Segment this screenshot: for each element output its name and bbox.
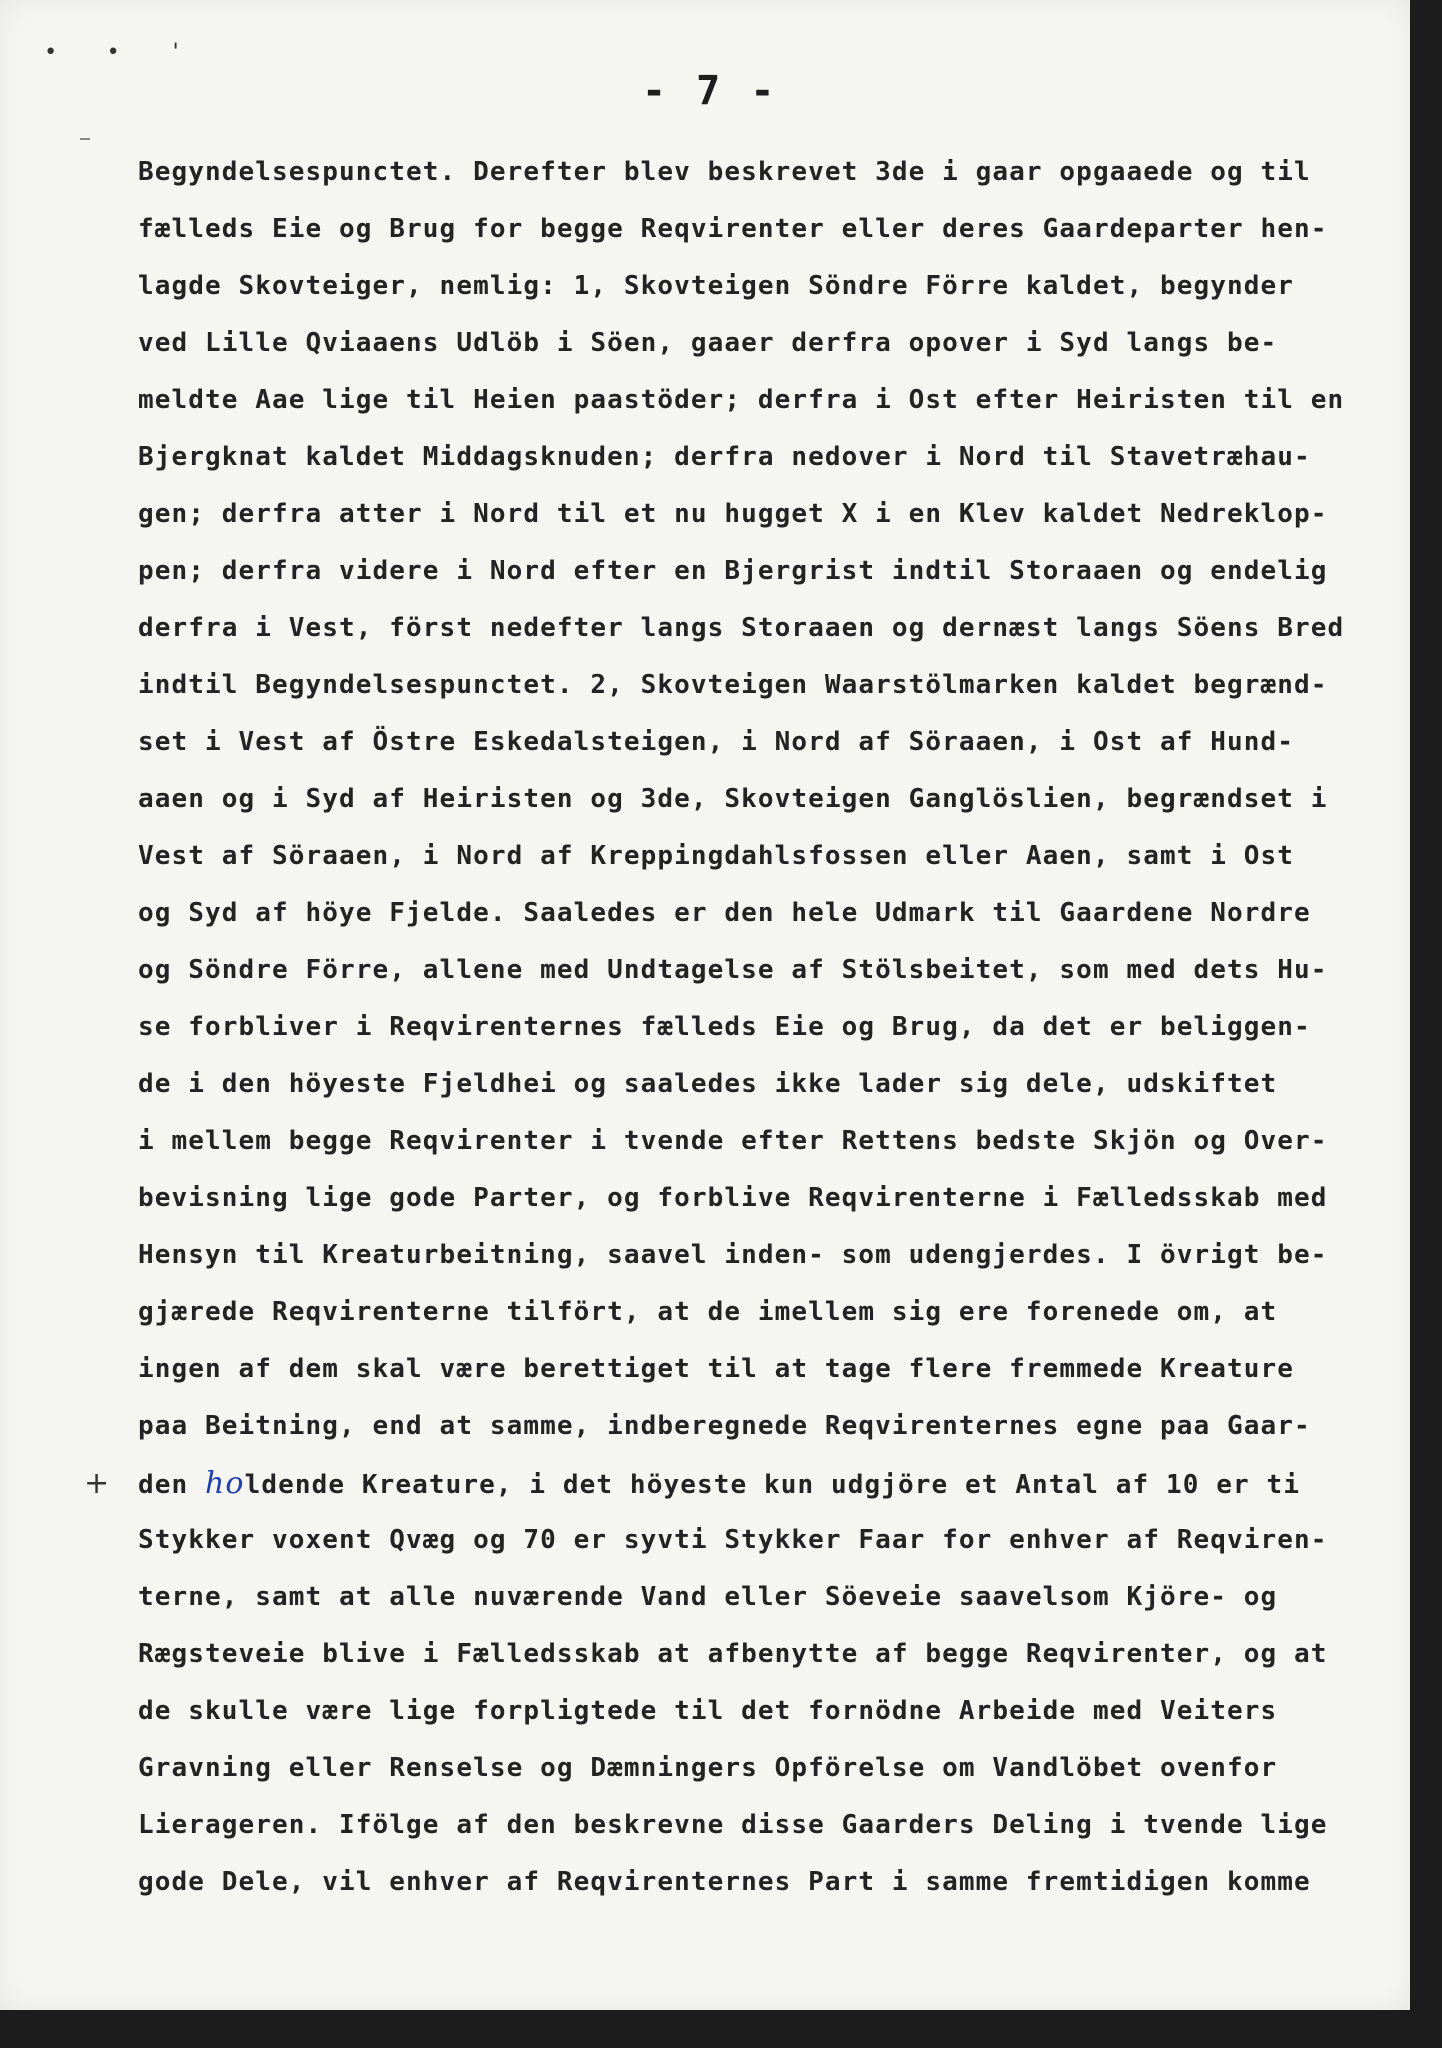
- text-line: gjærede Reqvirenterne tilfört, at de imellem sig ere forenede om, at: [138, 1297, 1278, 1327]
- text-line: terne, samt at alle nuværende Vand eller Söeveie saavelsom Kjöre- og: [138, 1582, 1278, 1612]
- text-line: se forbliver i Reqvirenternes fælleds Eie og Brug, da det er beliggen-: [138, 1012, 1311, 1042]
- text-line: indtil Begyndelsespunctet. 2, Skovteigen Waarstölmarken kaldet begrænd-: [138, 670, 1328, 700]
- text-line: derfra i Vest, först nedefter langs Storaaen og dernæst langs Söens Bred: [138, 613, 1345, 643]
- text-line: ingen af dem skal være berettiget til at tage flere fremmede Kreature: [138, 1354, 1294, 1384]
- text-line: i mellem begge Reqvirenter i tvende efter Rettens bedste Skjön og Over-: [138, 1126, 1328, 1156]
- page-number: - 7 -: [642, 68, 778, 114]
- text-segment: den: [138, 1470, 206, 1500]
- text-line: de i den höyeste Fjeldhei og saaledes ikke lader sig dele, udskiftet: [138, 1069, 1278, 1099]
- text-line: ved Lille Qviaaens Udlöb i Söen, gaaer derfra opover i Syd langs be-: [138, 328, 1278, 358]
- text-line: Stykker voxent Qvæg og 70 er syvti Stykker Faar for enhver af Reqviren-: [138, 1525, 1328, 1555]
- text-line: aaen og i Syd af Heiristen og 3de, Skovteigen Ganglöslien, begrændset i: [138, 784, 1328, 814]
- text-line: og Söndre Förre, allene med Undtagelse af Stölsbeitet, som med dets Hu-: [138, 955, 1328, 985]
- handwritten-correction: ho: [205, 1466, 245, 1501]
- text-line: gen; derfra atter i Nord til et nu hugget X i en Klev kaldet Nedreklop-: [138, 499, 1328, 529]
- text-line: gode Dele, vil enhver af Reqvirenternes Part i samme fremtidigen komme: [138, 1867, 1311, 1897]
- text-line: Vest af Söraaen, i Nord af Kreppingdahlsfossen eller Aaen, samt i Ost: [138, 841, 1294, 871]
- text-line: og Syd af höye Fjelde. Saaledes er den hele Udmark til Gaardene Nordre: [138, 898, 1311, 928]
- text-line: pen; derfra videre i Nord efter en Bjergrist indtil Storaaen og endelig: [138, 556, 1328, 586]
- text-line: meldte Aae lige til Heien paastöder; derfra i Ost efter Heiristen til en: [138, 385, 1345, 415]
- text-line: Lierageren. Ifölge af den beskrevne disse Gaarders Deling i tvende lige: [138, 1810, 1328, 1840]
- text-line: Bjergknat kaldet Middagsknuden; derfra nedover i Nord til Stavetræhau-: [138, 442, 1311, 472]
- text-line: paa Beitning, end at samme, indberegnede Reqvirenternes egne paa Gaar-: [138, 1411, 1311, 1441]
- text-line-with-handwriting: [138, 1455, 1378, 1512]
- margin-plus-mark: +: [84, 1466, 110, 1501]
- margin-marks: • • ': [44, 40, 201, 65]
- text-line: Rægsteveie blive i Fælledsskab at afbenytte af begge Reqvirenter, og at: [138, 1639, 1328, 1669]
- text-line: lagde Skovteiger, nemlig: 1, Skovteigen Söndre Förre kaldet, begynder: [138, 271, 1294, 301]
- text-line: Hensyn til Kreaturbeitning, saavel inden- som udengjerdes. I övrigt be-: [138, 1240, 1328, 1270]
- text-line: Begyndelsespunctet. Derefter blev beskrevet 3de i gaar opgaaede og til: [138, 157, 1311, 187]
- text-line: fælleds Eie og Brug for begge Reqvirenter eller deres Gaardeparter hen-: [138, 214, 1328, 244]
- text-line: bevisning lige gode Parter, og forblive Reqvirenterne i Fælledsskab med: [138, 1183, 1328, 1213]
- text-line: de skulle være lige forpligtede til det fornödne Arbeide med Veiters: [138, 1696, 1278, 1726]
- text-line: set i Vest af Östre Eskedalsteigen, i Nord af Söraaen, i Ost af Hund-: [138, 727, 1294, 757]
- text-segment: ldende Kreature, i det höyeste kun udgjöre et Antal af 10 er ti: [244, 1470, 1301, 1500]
- typed-text-body: [138, 144, 1378, 1911]
- text-line: Gravning eller Renselse og Dæmningers Opförelse om Vandlöbet ovenfor: [138, 1753, 1278, 1783]
- margin-dash: [80, 138, 90, 140]
